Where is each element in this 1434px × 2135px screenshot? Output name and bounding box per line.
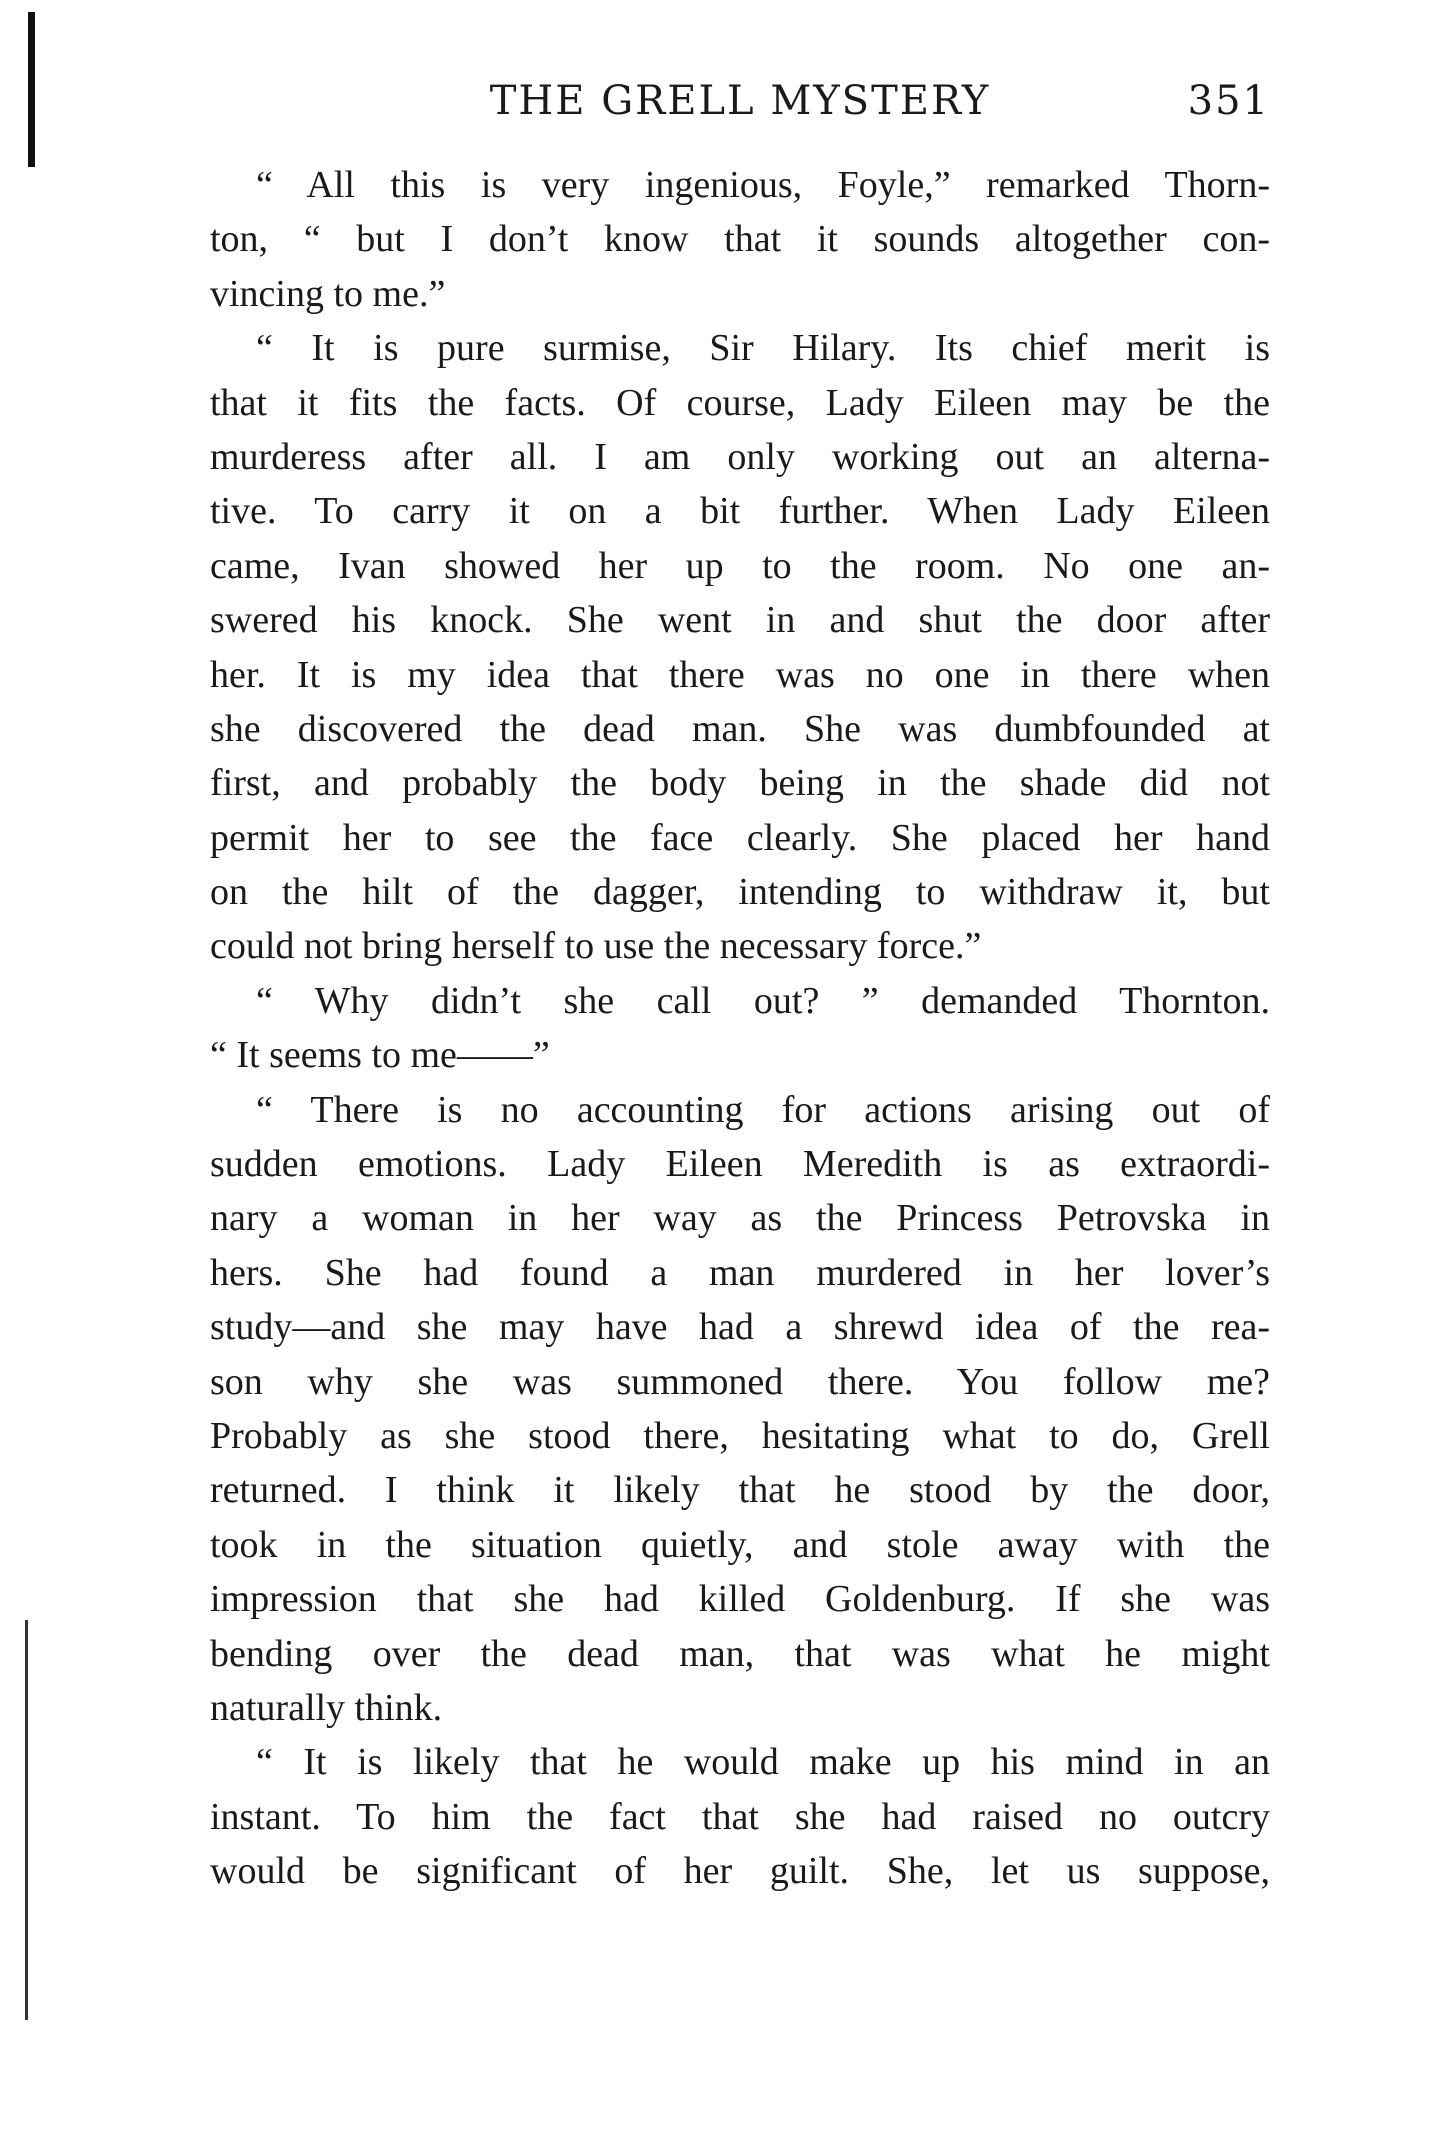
text-line: “ There is no accounting for actions arising out of <box>256 1088 1270 1131</box>
text-line: son why she was summoned there. You follow me? <box>210 1360 1270 1403</box>
text-line: she discovered the dead man. She was dumbfounded at <box>210 707 1270 750</box>
scan-edge-mark-bottom <box>25 1620 28 2020</box>
text-line: would be significant of her guilt. She, let us suppose, <box>210 1850 1270 1893</box>
text-line: bending over the dead man, that was what he might <box>210 1632 1270 1675</box>
text-line: impression that she had killed Goldenburg. If she was <box>210 1578 1270 1621</box>
text-line: murderess after all. I am only working out an alterna- <box>210 435 1270 478</box>
text-line: her. It is my idea that there was no one in there when <box>210 653 1270 696</box>
running-title: THE GRELL MYSTERY <box>489 78 991 124</box>
text-line: ton, “ but I don’t know that it sounds altogether con- <box>210 218 1270 261</box>
text-line: on the hilt of the dagger, intending to withdraw it, but <box>210 871 1270 914</box>
text-line: Probably as she stood there, hesitating what to do, Grell <box>210 1414 1270 1457</box>
text-line: first, and probably the body being in the shade did not <box>210 762 1270 805</box>
text-line: came, Ivan showed her up to the room. No one an- <box>210 544 1270 587</box>
running-header <box>210 78 1270 138</box>
text-line: “ It is likely that he would make up his mind in an <box>256 1741 1270 1784</box>
text-line: naturally think. <box>210 1686 443 1729</box>
text-line: “ It seems to me——” <box>210 1034 550 1077</box>
text-line: hers. She had found a man murdered in her lover’s <box>210 1251 1270 1294</box>
text-line: “ Why didn’t she call out? ” demanded Thornton. <box>256 979 1270 1022</box>
text-line: took in the situation quietly, and stole away with the <box>210 1523 1270 1566</box>
text-line: study—and she may have had a shrewd idea of the rea- <box>210 1306 1270 1349</box>
text-line: nary a woman in her way as the Princess Petrovska in <box>210 1197 1270 1240</box>
text-line: vincing to me.” <box>210 272 446 315</box>
text-line: instant. To him the fact that she had raised no outcry <box>210 1795 1270 1838</box>
text-line: swered his knock. She went in and shut the door after <box>210 599 1270 642</box>
text-line: permit her to see the face clearly. She placed her hand <box>210 816 1270 859</box>
body-text <box>210 158 1270 1899</box>
text-line: that it fits the facts. Of course, Lady Eileen may be the <box>210 381 1270 424</box>
text-line: tive. To carry it on a bit further. When Lady Eileen <box>210 490 1270 533</box>
page-number: 351 <box>1187 78 1270 124</box>
text-line: returned. I think it likely that he stood by the door, <box>210 1469 1270 1512</box>
text-line: “ All this is very ingenious, Foyle,” remarked Thorn- <box>256 164 1270 206</box>
text-line: “ It is pure surmise, Sir Hilary. Its chief merit is <box>256 327 1270 370</box>
text-line: sudden emotions. Lady Eileen Meredith is as extraordi- <box>210 1143 1270 1186</box>
text-line: could not bring herself to use the necessary force.” <box>210 925 982 968</box>
scan-edge-mark-top <box>28 12 35 167</box>
